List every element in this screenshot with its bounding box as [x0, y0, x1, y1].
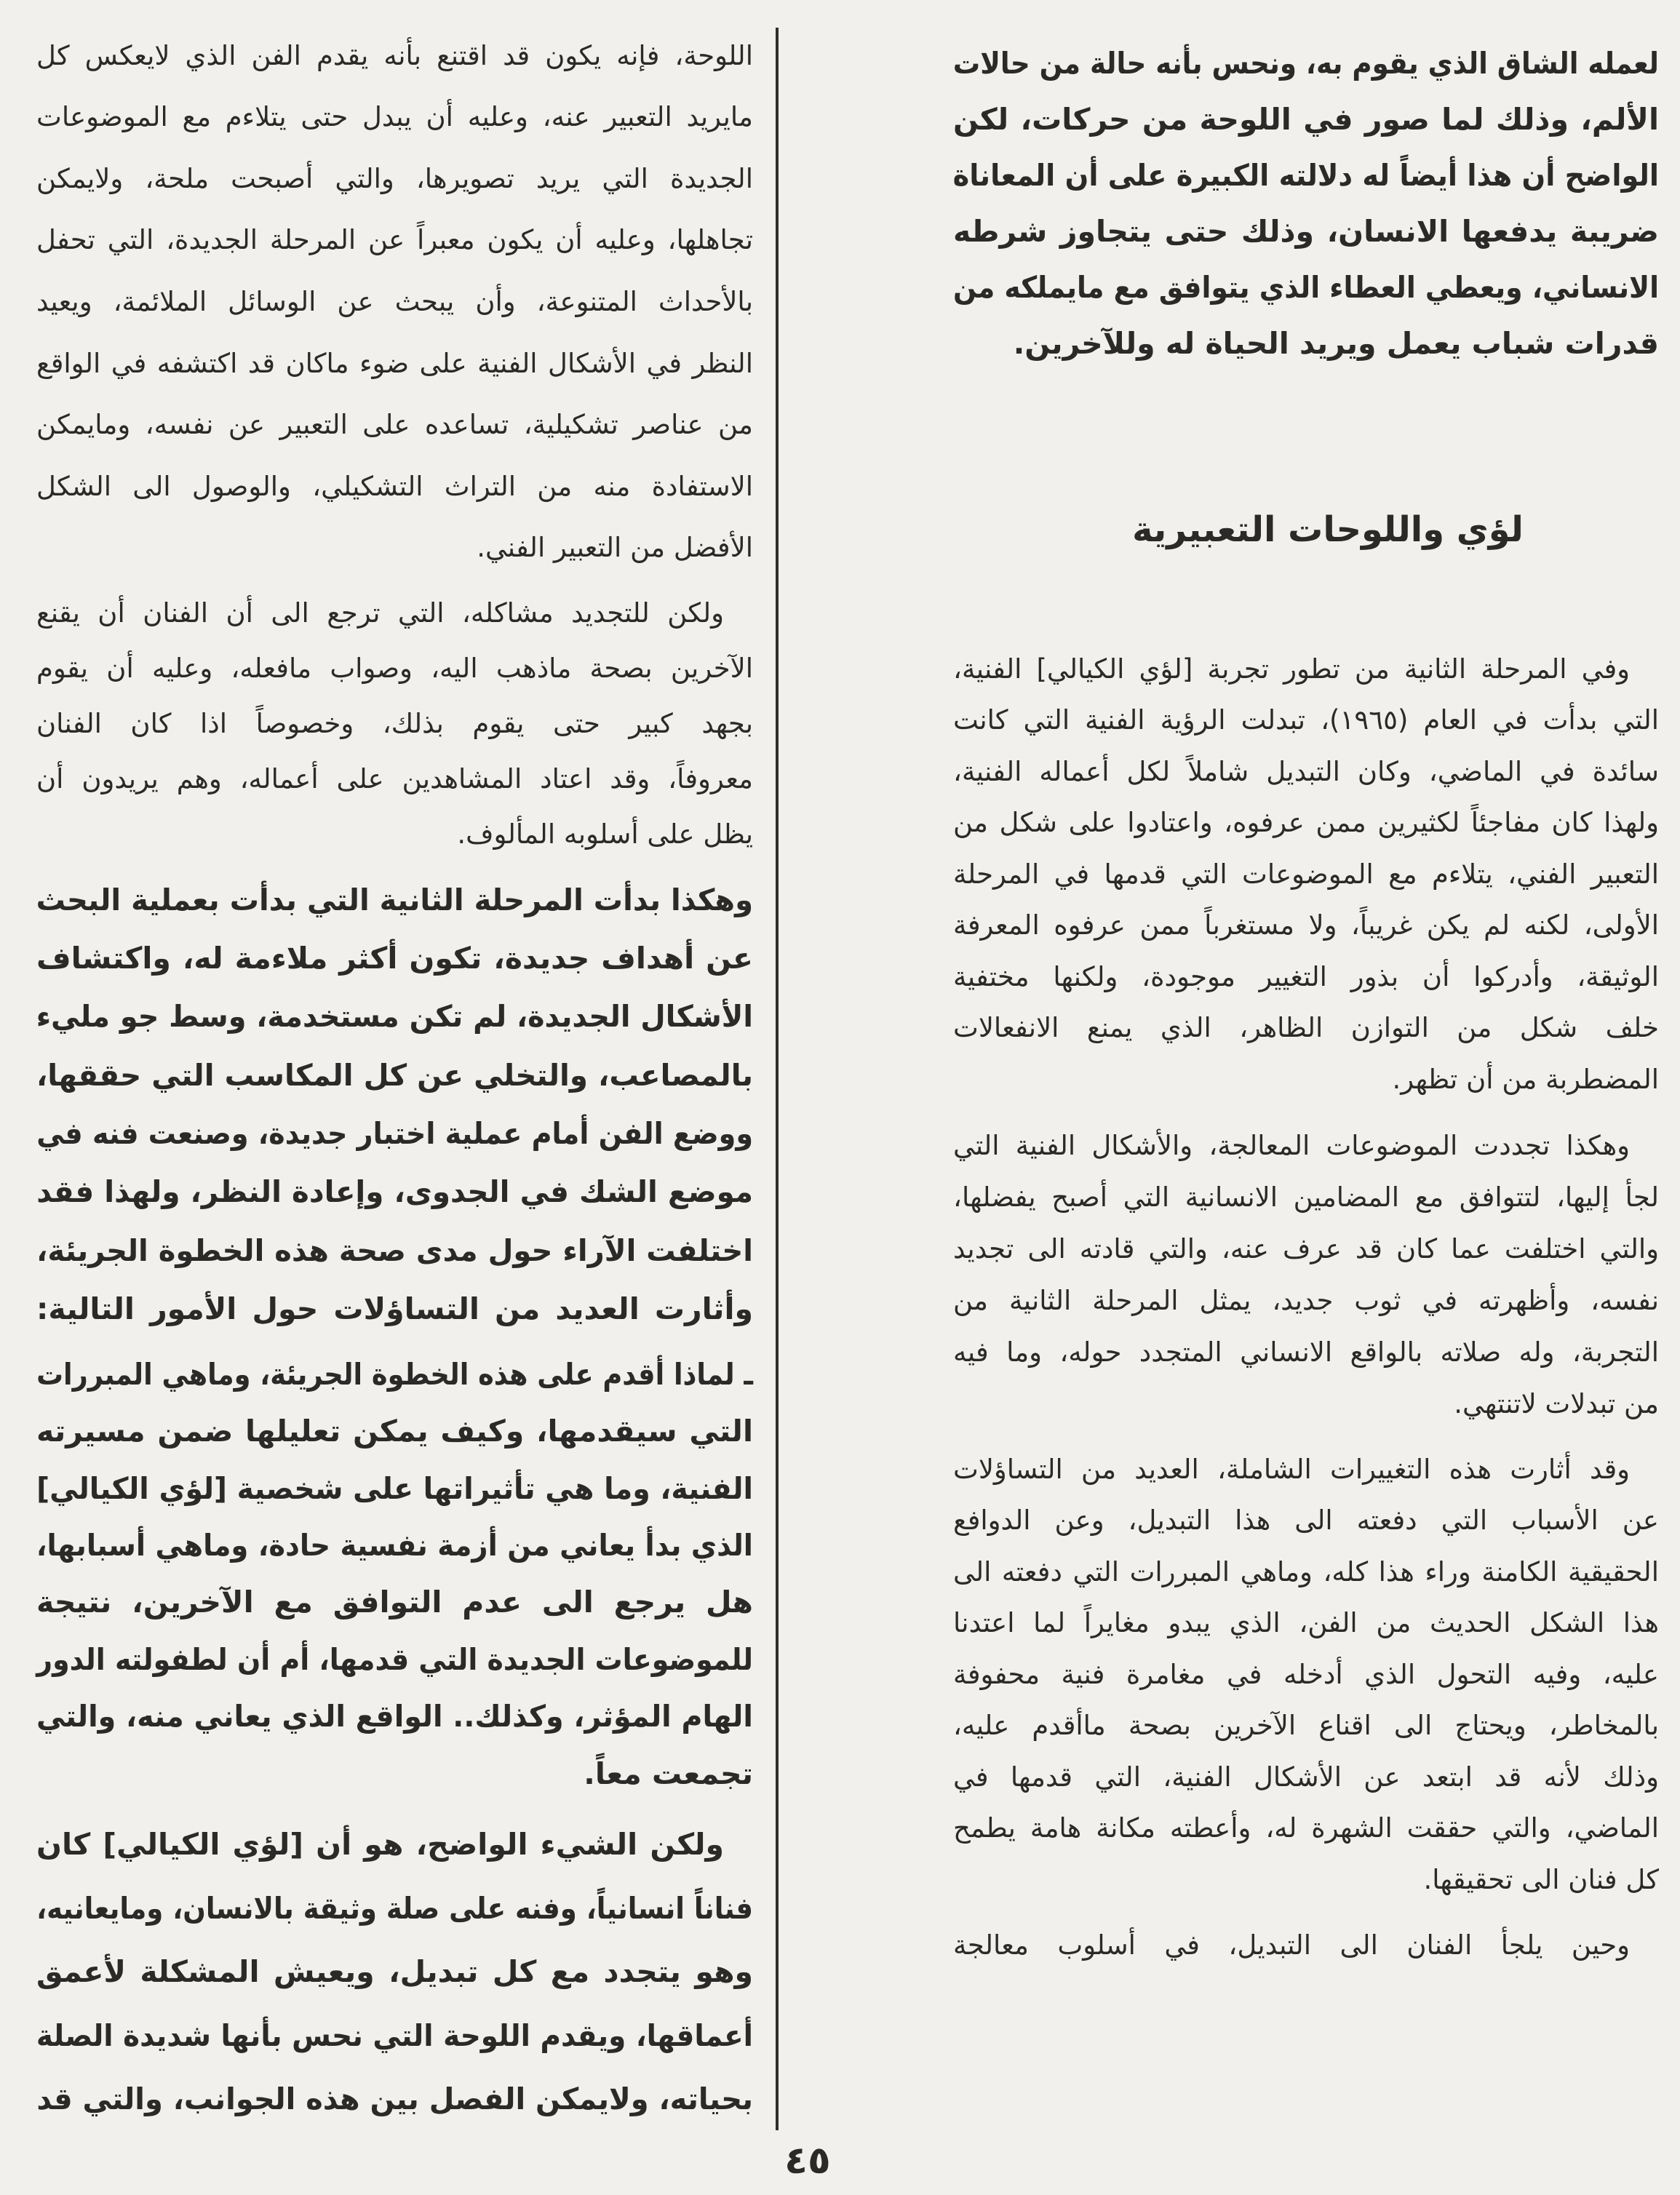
text-line: الواضح أن هذا أيضاً له دلالته الكبيرة على أن المعاناة — [952, 157, 1659, 193]
text-line: تجمعت معاً. — [584, 1756, 753, 1791]
text-line: للموضوعات الجديدة التي قدمها، أم أن لطفولته الدور — [36, 1641, 753, 1677]
text-line: بالأحداث المتنوعة، وأن يبحث عن الوسائل الملائمة، ويعيد — [36, 286, 753, 318]
text-line: الهام المؤثر، وكذلك.. الواقع الذي يعاني منه، والتي — [36, 1699, 753, 1734]
text-line: وحين يلجأ الفنان الى التبديل، في أسلوب معالجة — [953, 1929, 1630, 1961]
page-number: ٤٥ — [784, 2139, 831, 2183]
text-line: الوثيقة، وأدركوا أن بذور التغيير موجودة، ولكنها مختفية — [953, 960, 1659, 992]
left-column-paragraph-p2 — [36, 586, 753, 862]
text-line: وهكذا تجددت الموضوعات المعالجة، والأشكال الفنية التي — [953, 1129, 1630, 1161]
text-line: وفي المرحلة الثانية من تطور تجربة [لؤي الكيالي] الفنية، — [953, 653, 1630, 685]
text-line: الذي بدأ يعاني من أزمة نفسية حادة، وماهي أسبابها، — [36, 1528, 754, 1563]
text-line: وذلك لأنه قد ابتعد عن الأشكال الفنية، التي قدمها في — [953, 1761, 1659, 1793]
right-column-paragraph-p4 — [953, 1920, 1659, 1971]
text-line: اللوحة، فإنه يكون قد اقتنع بأنه يقدم الفن الذي لايعكس كل — [36, 39, 753, 71]
text-line: يظل على أسلوبه المألوف. — [457, 818, 753, 850]
text-line: وقد أثارت هذه التغييرات الشاملة، العديد من التساؤلات — [953, 1453, 1630, 1485]
text-line: قدرات شباب يعمل ويريد الحياة له وللآخرين. — [1013, 325, 1659, 361]
text-line: التعبير الفني، يتلاءم مع الموضوعات التي قدمها في المرحلة — [953, 858, 1659, 890]
text-line: الجديدة التي يريد تصويرها، والتي أصبحت ملحة، ولايمكن — [36, 162, 753, 194]
text-line: بجهد كبير حتى يقوم بذلك، وخصوصاً اذا كان الفنان — [36, 708, 753, 739]
text-line: فناناً انسانياً، وفنه على صلة وثيقة بالانسان، ومايعانيه، — [36, 1890, 754, 1926]
text-line: سائدة في الماضي، وكان التبديل شاملاً لكل أعماله الفنية، — [953, 755, 1659, 787]
right-column-paragraph-intro — [953, 36, 1659, 372]
column-divider — [776, 28, 779, 2130]
text-line: الألم، وذلك لما صور في اللوحة من حركات، لكن — [953, 101, 1659, 137]
left-column-paragraph-p5 — [36, 1813, 753, 2132]
text-line: التي سيقدمها، وكيف يمكن تعليلها ضمن مسيرته — [36, 1414, 753, 1449]
section-heading: لؤي واللوحات التعبيرية — [1132, 509, 1524, 550]
text-line: ولهذا كان مفاجئاً لكثيرين ممن عرفوه، واعتادوا على شكل من — [953, 807, 1659, 839]
text-line: وأثارت العديد من التساؤلات حول الأمور التالية: — [36, 1291, 753, 1326]
text-line: الاستفادة منه من التراث التشكيلي، والوصول الى الشكل — [36, 470, 753, 502]
text-line: المضطربة من أن تظهر. — [1392, 1063, 1659, 1095]
text-line: الانساني، ويعطي العطاء الذي يتوافق مع مايملكه من — [953, 269, 1659, 305]
text-line: الأفضل من التعبير الفني. — [477, 532, 753, 564]
text-line: أعماقها، ويقدم اللوحة التي نحس بأنها شديدة الصلة — [36, 2017, 754, 2053]
text-line: الأولى، لكنه لم يكن غريباً، ولا مستغرباً ممن عرفوه المعرفة — [953, 909, 1659, 941]
text-line: تجاهلها، وعليه أن يكون معبراً عن المرحلة الجديدة، التي تحفل — [36, 224, 753, 256]
text-line: ضريبة يدفعها الانسان، وذلك حتى يتجاوز شرطه — [953, 213, 1659, 249]
text-line: ـ لماذا أقدم على هذه الخطوة الجريئة، وماهي المبررات — [36, 1356, 754, 1392]
text-line: التجربة، وله صلاته بالواقع الانساني المتجدد حوله، وما فيه — [953, 1336, 1659, 1368]
text-line: هل يرجع الى عدم التوافق مع الآخرين، نتيجة — [36, 1585, 753, 1620]
text-line: ولكن الشيء الواضح، هو أن [لؤي الكيالي] كان — [36, 1827, 724, 1863]
text-line: الآخرين بصحة ماذهب اليه، وصواب مافعله، وعليه أن يقوم — [36, 653, 753, 684]
text-line: كل فنان الى تحقيقها. — [1423, 1863, 1659, 1895]
text-line: بالمصاعب، والتخلي عن كل المكاسب التي حققها، — [36, 1057, 754, 1093]
text-line: بالمخاطر، ويحتاج الى اقناع الآخرين بصحة ماأقدم عليه، — [953, 1710, 1659, 1742]
text-line: عن الأسباب التي دفعته الى هذا التبديل، وعن الدوافع — [953, 1505, 1659, 1537]
right-column-paragraph-p2 — [953, 1120, 1659, 1430]
text-line: ووضع الفن أمام عملية اختبار جديدة، وصنعت فنه في — [36, 1116, 753, 1152]
text-line: معروفاً، وقد اعتاد المشاهدين على أعماله، وهم يريدون أن — [36, 763, 753, 794]
text-line: عن أهداف جديدة، تكون أكثر ملاءمة له، واكتشاف — [36, 941, 753, 976]
text-line: بحياته، ولايمكن الفصل بين هذه الجوانب، والتي قد — [36, 2082, 754, 2117]
left-column-paragraph-p3 — [36, 871, 753, 1338]
text-line: الحقيقية الكامنة وراء هذا كله، وماهي المبررات التي دفعته الى — [953, 1555, 1659, 1588]
text-line: لجأ إليها، لتتوافق مع المضامين الانسانية التي أصبح يفضلها، — [953, 1181, 1659, 1213]
text-line: من تبدلات لاتنتهي. — [1454, 1387, 1659, 1419]
text-line: والتي اختلفت عما كان قد عرف عنه، والتي قادته الى تجديد — [953, 1232, 1659, 1264]
text-line: النظر في الأشكال الفنية على ضوء ماكان قد اكتشفه في الواقع — [36, 347, 753, 379]
right-column-paragraph-p3 — [953, 1444, 1659, 1906]
text-line: هذا الشكل الحديث من الفن، الذي يبدو مغايراً لما اعتدنا — [953, 1607, 1659, 1639]
text-line: عليه، وفيه التحول الذي أدخله في مغامرة فنية محفوفة — [953, 1658, 1659, 1690]
text-line: خلف شكل من التوازن الظاهر، الذي يمنع الانفعالات — [953, 1012, 1659, 1044]
text-line: موضع الشك في الجدوى، وإعادة النظر، ولهذا فقد — [36, 1174, 754, 1210]
text-line: من عناصر تشكيلية، تساعده على التعبير عن نفسه، ومايمكن — [36, 409, 753, 441]
text-line: مايريد التعبير عنه، وعليه أن يبدل حتى يتلاءم مع الموضوعات — [36, 101, 753, 133]
text-line: الماضي، والتي حققت الشهرة له، وأعطته مكانة هامة يطمح — [953, 1812, 1659, 1844]
text-line: نفسه، وأظهرته في ثوب جديد، يمثل المرحلة الثانية من — [953, 1284, 1659, 1316]
text-line: وهكذا بدأت المرحلة الثانية التي بدأت بعملية البحث — [36, 882, 754, 917]
text-line: الأشكال الجديدة، لم تكن مستخدمة، وسط جو مليء — [36, 999, 753, 1035]
text-line: الفنية، وما هي تأثيراتها على شخصية [لؤي الكيالي] — [36, 1470, 754, 1506]
text-line: ولكن للتجديد مشاكله، التي ترجع الى أن الفنان أن يقنع — [36, 597, 724, 629]
text-line: وهو يتجدد مع كل تبديل، ويعيش المشكلة لأعمق — [36, 1954, 753, 1990]
text-line: لعمله الشاق الذي يقوم به، ونحس بأنه حالة من حالات — [952, 45, 1659, 81]
left-column-paragraph-p4 — [36, 1346, 753, 1802]
text-line: التي بدأت في العام (١٩٦٥)، تبدلت الرؤية الفنية التي كانت — [953, 704, 1659, 736]
left-column-paragraph-p1 — [36, 25, 753, 579]
right-column-paragraph-p1 — [953, 644, 1659, 1106]
text-line: اختلفت الآراء حول مدى صحة هذه الخطوة الجريئة، — [36, 1232, 753, 1268]
